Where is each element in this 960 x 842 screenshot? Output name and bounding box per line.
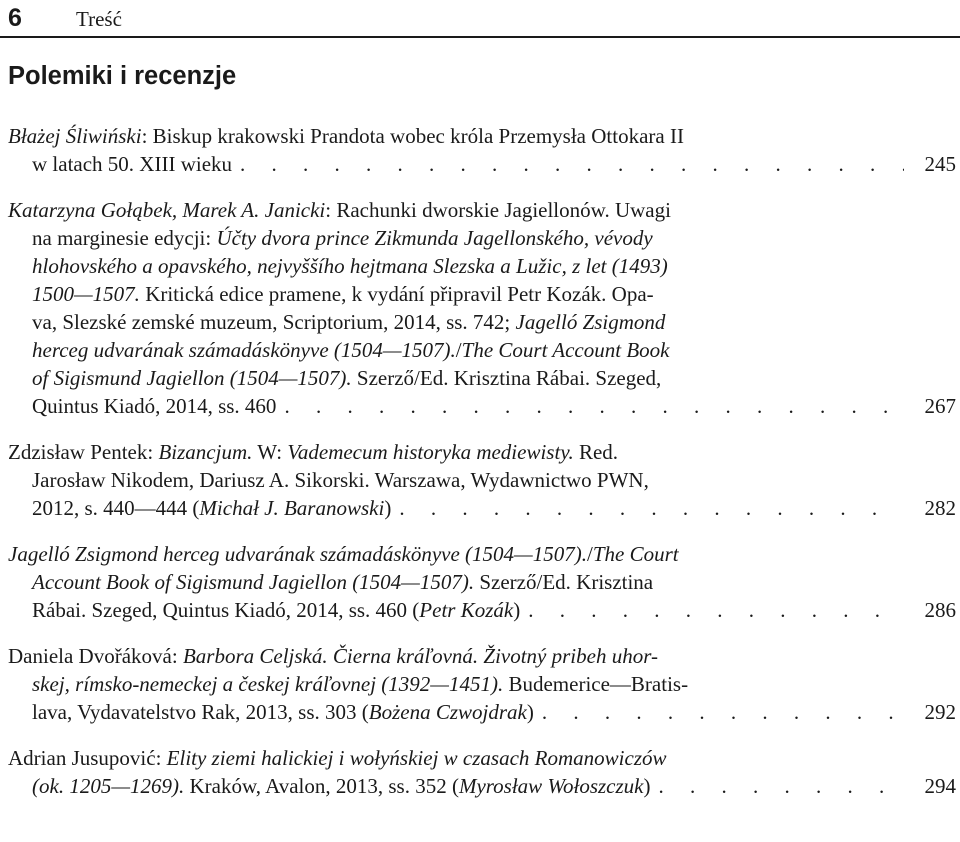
toc-entry-last-line: 2012, s. 440—444 (Michał J. Baranowski) [32, 496, 392, 520]
dot-leader [534, 698, 904, 726]
toc-entry [8, 438, 956, 522]
dot-leader [276, 392, 904, 420]
dot-leader [651, 772, 905, 800]
toc-entry-line: skej, rímsko-nemeckej a českej kráľovnej (1392—1451). Budemerice—Bratis- [32, 672, 689, 696]
toc-entry-last-line: lava, Vydavatelstvo Rak, 2013, ss. 303 (Bożena Czwojdrak) [32, 700, 534, 724]
toc-entry-last-line: Rábai. Szeged, Quintus Kiadó, 2014, ss. 460 (Petr Kozák) [32, 598, 521, 622]
toc-entry-last-line: Quintus Kiadó, 2014, ss. 460 [32, 394, 277, 418]
toc-page-number: 286 [924, 598, 956, 622]
toc-entry-last-line: (ok. 1205—1269). Kraków, Avalon, 2013, ss. 352 (Myrosław Wołoszczuk) [32, 774, 651, 798]
dot-leader [520, 596, 904, 624]
toc-entry-line: hlohovského a opavského, nejvyššího hejtmana Slezska a Lužic, z let (1493) [32, 254, 668, 278]
toc-entry [8, 642, 956, 726]
toc-entry-line: Adrian Jusupović: Elity ziemi halickiej i wołyńskiej w czasach Romanowiczów [8, 746, 667, 770]
page-number: 6 [8, 4, 22, 32]
toc-page-number: 292 [924, 700, 956, 724]
toc-entry-line: Account Book of Sigismund Jagiellon (1504—1507). Szerző/Ed. Krisztina [32, 570, 654, 594]
toc-entry-line: na marginesie edycji: Účty dvora prince Zikmunda Jagellonského, vévody [32, 226, 653, 250]
toc-entry [8, 540, 956, 624]
toc-entry-line: Daniela Dvořáková: Barbora Celjská. Čierna kráľovná. Životný pribeh uhor- [8, 644, 658, 668]
toc-entry-line: herceg udvarának számadáskönyve (1504—1507)./The Court Account Book [32, 338, 670, 362]
toc-entry-line: Jarosław Nikodem, Dariusz A. Sikorski. Warszawa, Wydawnictwo PWN, [32, 468, 649, 492]
toc-page-number: 267 [924, 394, 956, 418]
toc-entry-line: va, Slezské zemské muzeum, Scriptorium, 2014, ss. 742; Jagelló Zsigmond [32, 310, 666, 334]
toc-entry-line: Błażej Śliwiński: Biskup krakowski Prandota wobec króla Przemysła Ottokara II [8, 124, 684, 148]
running-head [8, 4, 122, 36]
toc-entry-line: 1500—1507. Kritická edice pramene, k vydání připravil Petr Kozák. Opa- [32, 282, 654, 306]
toc-entry-last-line: w latach 50. XIII wieku [32, 152, 233, 176]
toc-entry-line: Jagelló Zsigmond herceg udvarának számadáskönyve (1504—1507)./The Court [8, 542, 679, 566]
table-of-contents [8, 122, 956, 818]
toc-entry-line: Zdzisław Pentek: Bizancjum. W: Vademecum historyka mediewisty. Red. [8, 440, 619, 464]
toc-page-number: 282 [924, 496, 956, 520]
dot-leader [232, 150, 904, 178]
toc-entry-line: of Sigismund Jagiellon (1504—1507). Szerző/Ed. Krisztina Rábai. Szeged, [32, 366, 662, 390]
toc-page-number: 294 [924, 774, 956, 798]
toc-page-number: 245 [924, 152, 956, 176]
toc-entry [8, 196, 956, 420]
toc-entry [8, 744, 956, 800]
toc-entry-line: Katarzyna Gołąbek, Marek A. Janicki: Rachunki dworskie Jagiellonów. Uwagi [8, 198, 671, 222]
toc-entry [8, 122, 956, 178]
running-title: Treść [76, 7, 122, 31]
dot-leader [391, 494, 904, 522]
section-title: Polemiki i recenzje [8, 62, 237, 90]
header-rule [0, 36, 960, 38]
